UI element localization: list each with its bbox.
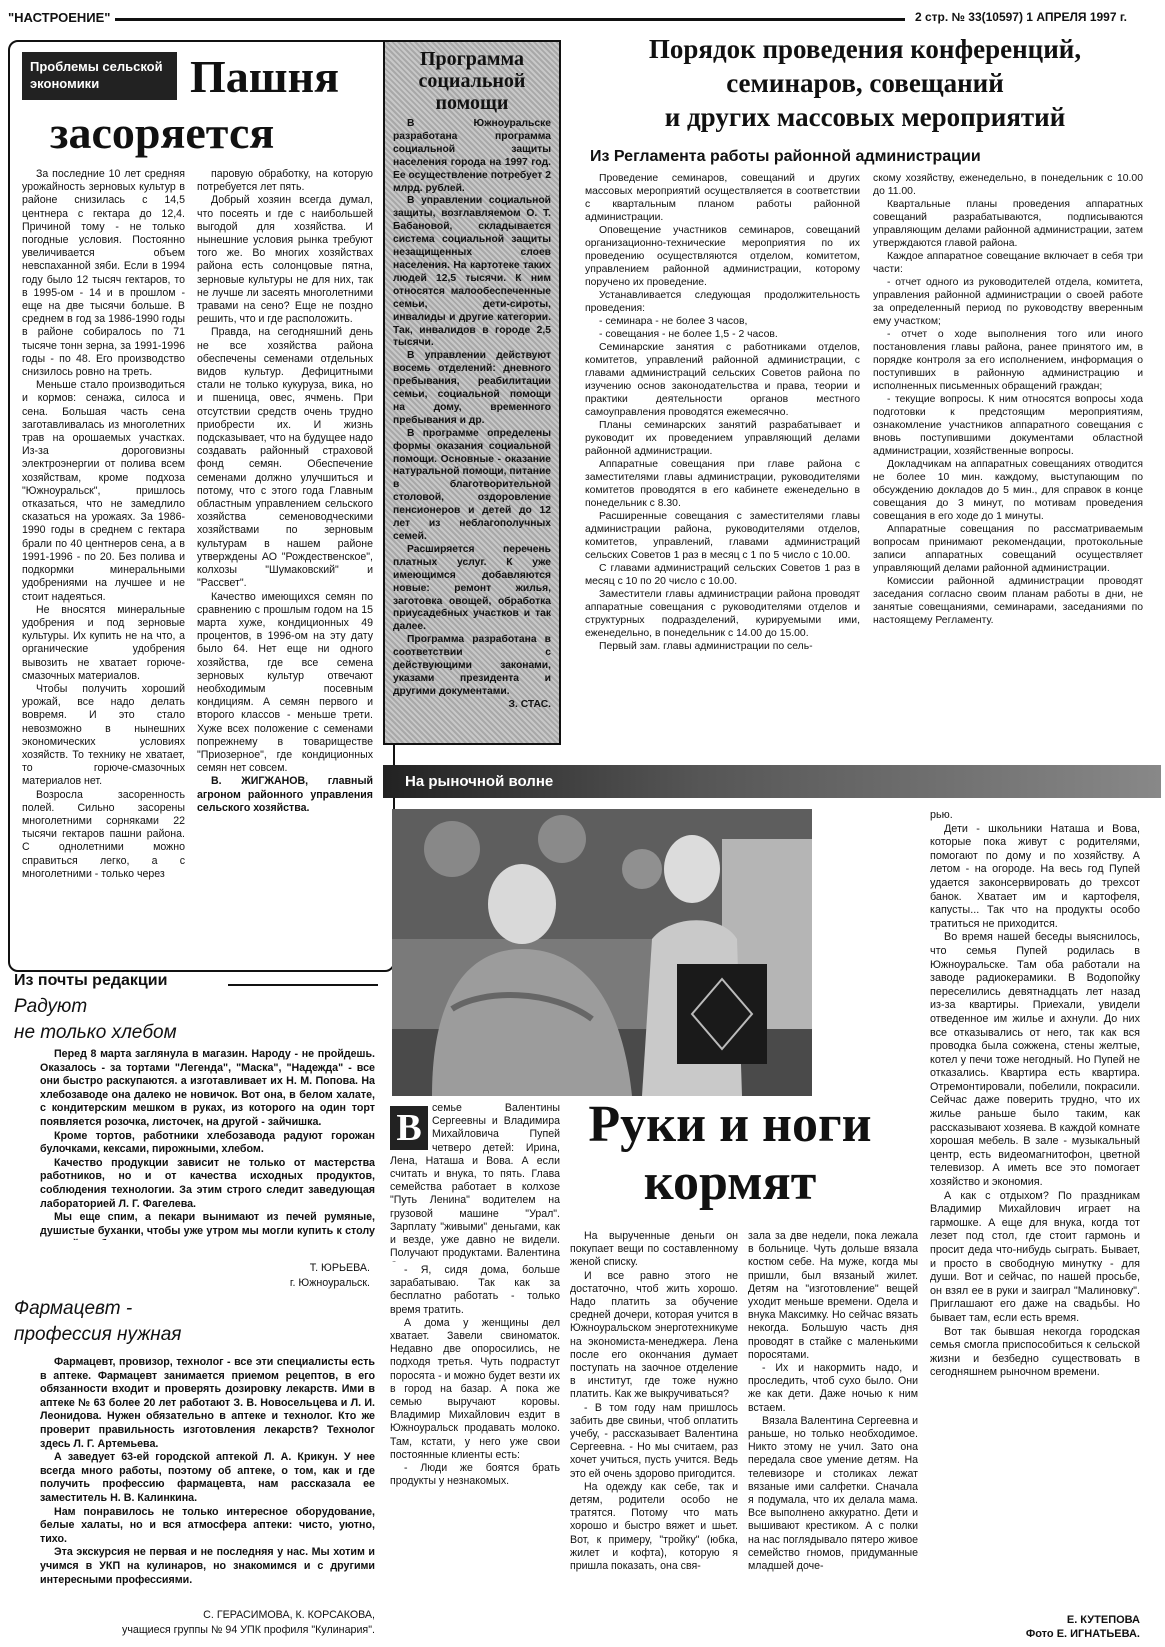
author-signature: Е. КУТЕПОВА [1066,1614,1140,1626]
paragraph: В программе определены формы оказания социальной помощи. Основные - оказание натуральной помощи, питание в благотворительной столовой, оздоровление пенсионеров и детей до 12 лет из неблагополучных семей. [393,427,551,542]
author-signature: В. ЖИГЖАНОВ, главный агроном районного управления сельского хозяйства. [197,775,373,814]
program-text [393,118,551,733]
paragraph: Каждое аппаратное совещание включает в себя три части: [873,251,1143,275]
story-column-b [570,1230,738,1642]
paragraph: Перед 8 марта заглянула в магазин. Народу - не пройдешь. Оказалось - за тортами "Легенда", "Маска", "Надежда" - все они быстро раскупаются. а изготавливает их Н. М. Попова. На хлебозаводе она далеко не новичок. Вот она, в белом халате, с кондитерским мешком в руках, из которого на один торт появляется розочка, листочек, на другой - зайчишка. [40,1048,375,1128]
story2-title-line2: профессия нужная [14,1324,182,1345]
paragraph: Вязала Валентина Сергеевна и раньше, но только необходимое. Никто этому не учил. Зато она передала свое умение детям. На телевизоре и столиках лежат вязаные ими салфетки. Сначала я подумала, что их делала мама. Все выполнено аккуратно. Дети и вышивают крестиком. А с полки на нас поглядывало пятеро живое семейство гномов, придуманные младшей доче- [748,1414,918,1573]
pashnya-column-2 [197,168,373,963]
paragraph: рью. [930,809,953,821]
story1-title-line1: Радуют [14,996,88,1017]
paragraph: скому хозяйству, еженедельно, в понедельник с 10.00 до 11.00. [873,173,1143,197]
paragraph: А как с отдыхом? По праздникам Владимир Михайлович играет на гармошке. А еще для внука, когда тот лезет под стол, где стоит гармонь и просит деда что-нибудь сыграть. Бывает, и просто в свободную минутку - для души. Вот и сейчас, по нашей просьбе, он взял ее в руки и заиграл "Малиновку". Приглашают его даже на свадьбы. Но бывает там, если есть время. [930,1189,1140,1324]
paragraph: Устанавливается следующая продолжительность проведения: [585,290,860,314]
section-rubric-strip [383,765,1161,798]
paragraph: зала за две недели, пока лежала в больнице. Чуть дольше вязала костюм себе. На муже, когда мы пришли, был вязаный жилет. Детям на "изготовление" вещей уходит меньше времени. Одела и внука Максимку. Но сейчас вязать некогда. Большую часть дня проводят в стайке с маленькими поросятами. [748,1230,918,1361]
paragraph: Меньше стало производиться и кормов: сенажа, силоса и сена. Большая часть сена заготавливалась из многолетних трав на орошаемых участках. Из-за дороговизны электроэнергии от полива всем хозяйствам, кроме подхоза "Южноуральск", пришлось отказаться, что не замедлило сказаться на урожаях. За 1986-1990 годы в среднем с гектара брали по 40 центнеров сена, а в 1991-1996 - по 20. Без полива и подкормки минеральными удобрениями на лучшее и не стоит надеяться. [22,379,185,603]
paragraph: Не вносятся минеральные удобрения и под зерновые культуры. Их купить не на что, а органические удобрения вывозить не хватает горюче-смазочных материалов. [22,603,185,682]
paragraph: Нам понравилось не только интересное оборудование, белые халаты, но и вся атмосфера аптеки: чисто, уютно, тихо. [40,1505,375,1545]
paragraph: - Люди же боятся брать продукты у незнакомых. [390,1462,560,1488]
procedure-title-line3: и других массовых мероприятий [664,102,1066,132]
paragraph: Кроме тортов, работники хлебозавода радуют горожан булочками, кексами, пирожными, хлебом. [40,1129,375,1156]
paragraph: - совещания - не более 1,5 - 2 часов. [599,329,778,340]
paragraph: В Южноуральске разработана программа социальной защиты населения города на 1997 год. Ее осуществление потребует 2 млрд. рублей. [393,118,551,194]
article-title-line1: Пашня [190,51,340,102]
rubric-label: Проблемы сельской экономики [22,52,177,100]
paragraph: Планы семинарских занятий разрабатывает и руководит их проведением управляющий делами районной администрации. [585,420,860,457]
pashnya-column-1 [22,168,185,963]
procedure-column-2 [873,172,1143,747]
paragraph: Фармацевт, провизор, технолог - все эти специалисты есть в аптеке. Фармацевт занимается приемом рецептов, в его обязанности входит и проверять дозировку лекарств. Ими в аптеке № 63 более 20 лет работают З. В. Новосельцева и Л. И. Леонидова. Нужен обязательно в аптеке и технолог. Кто же проверит правильность изготовления лекарств? Технолог здесь Л. Г. Артемьева. [40,1356,375,1450]
paragraph: А заведует 63-ей городской аптекой Л. А. Крикун. У нее всегда много работы, поэтому об аптеке, о том, как и где получить профессию фармацевта, нам рассказала ее заместитель Н. В. Калинкина. [40,1451,375,1504]
paragraph: В управлении действуют восемь отделений: дневного пребывания, реабилитации семьи, социальной помощи на дому, временного пребывания и др. [393,350,551,426]
paragraph: Расширенные совещания с заместителями главы администрации района, руководителями отделов, комитетов, управлений, главами администраций сельских Советов 1 раз в месяц с 1 по 5 число с 10.00. [585,511,860,561]
story-title-line1: Руки и ноги [588,1096,872,1153]
paragraph: Добрый хозяин всегда думал, что посеять и где с наибольшей выгодой для хозяйства. И нынешние условия рынка требуют того же. Во многих хозяйствах района есть солонцовые пятна, зерновые культуры не для них, так не лучше ли засеять многолетними травами на сено? Еще не поздно решить, что и где расположить. [197,194,373,326]
story2-text [40,1356,375,1606]
story-intro [390,1102,560,1262]
paragraph: Заместители главы администрации района проводят аппаратные совещания с руководителями отделов и структурных подразделений, курируемыми ими, еженедельно, в понедельник с 14.00 до 15.00. [585,589,860,639]
paragraph: - отчет о ходе выполнения того или иного постановления главы района, ранее принятого им, в порядке контроля за его исполнением, информация о поступивших в районную администрацию и исполненных письменных обращений граждан; [873,329,1143,392]
paragraph: С главами администраций сельских Советов 1 раз в месяц с 10 по 20 число с 10.00. [585,563,860,587]
paragraph: - текущие вопросы. К ним относятся вопросы хода подготовки к предстоящим мероприятиям, ознакомление участников аппаратного совещания с вновь поступившими документами областной администрации, хозяйственные вопросы. [873,394,1143,457]
drop-cap-spacer [390,1102,432,1146]
author-signature: З. СТАС. [508,698,551,710]
paragraph: - В том году нам пришлось забить две свиньи, чтоб оплатить учебу, - рассказывает Валентина Сергеевна. - Но мы считаем, раз хочет учиться, пусть учится. Ведь это ей очень здорово пригодится. [570,1401,738,1480]
family-photo [392,809,812,1096]
procedure-subtitle: Из Регламента работы районной администрации [590,148,981,165]
paragraph: Возросла засоренность полей. Сильно засорены многолетними сорняками 22 тысячи гектаров пашни района. С однолетними можно справиться легко, а с многолетними - только через [22,788,185,880]
paragraph: Качество продукции зависит не только от мастерства работников, но и от качества исходных продуктов, соблюдения технологии. За этим строго следит заведующая лабораторией Л. Г. Фагелева. [40,1156,375,1210]
story1-text [40,1048,375,1240]
paragraph: паровую обработку, на которую потребуется лет пять. [197,168,373,194]
paragraph: - Их и накормить надо, и проследить, чтоб сухо было. Они же как дети. Даже ночью к ним встаем. [748,1362,918,1414]
paragraph: За последние 10 лет средняя урожайность зерновых культур в районе снизилась с 14,5 центнера с гектара до 12,4. Причиной тому - не только погодные условия. Постоянно увеличивается объем невспаханной зяби. Если в 1994 году было 12 тысяч гектаров, то в 1995-ом - 14 и в прошлом - еще на две тысячи больше. В среднем в год за 1986-1990 годы в районе собиралось по 71 тысяче тонн зерна, за 1991-1996 годы - по 48. Его производство снизилось ровно на треть. [22,168,185,379]
paragraph: Квартальные планы проведения аппаратных совещаний разрабатываются, подписываются управляющим делами районной администрации, затем утверждаются главой района. [873,199,1143,249]
photo-illustration [392,809,812,1096]
paragraph: Комиссии районной администрации проводят заседания согласно своим планам работы в дни, не занятые совещаниями, семинарами, заседаниями по настоящему Регламенту. [873,576,1143,626]
paragraph: Расширяется перечень платных услуг. К уже имеющимся добавляются новые: ремонт жилья, заготовка овощей, обработка приусадебных участков и так далее. [393,543,551,633]
story-column-d [930,809,1140,1609]
paragraph: И все равно этого не достаточно, чтоб жить хорошо. Надо платить за обучение средней дочери, которая учится в Южноуральском энерготехникуме на экономиста-менеджера. Лена после его окончания думает поступать на заочное отделение в институт, где тоже нужно платить. Как же выкручиваться? [570,1269,738,1401]
section-rubric: На рыночной волне [405,773,554,790]
story2-title-line1: Фармацевт - [14,1298,133,1319]
procedure-title-line1: Порядок проведения конференций, [648,34,1082,64]
paragraph: На вырученные деньги он покупает вещи по составленному женой списку. [570,1230,738,1269]
article-title-line2: засоряется [50,107,275,158]
paragraph: Дети - школьники Наташа и Вова, которые пока живут с родителями, помогают по дому и по хозяйству. А летом - на огороде. На весь год Пупей удается законсервировать до трехсот банок. Хватает им и картофеля, капусты... Так что на продукты особо тратиться не приходится. [930,822,1140,930]
paragraph: Семинарские занятия с работниками отделов, комитетов, управлений районной администрации, с главами администраций сельских Советов района по изучению основ законодательства и права, теории и практики деятельности органов местного самоуправления проводятся ежемесячно. [585,342,860,418]
story1-title-line2: не только хлебом [14,1022,177,1043]
paragraph: Докладчикам на аппаратных совещаниях отводится не более 10 мин. каждому, выступающим по обсуждению докладов до 5 мин., для справок в конце совещания до 3 минут, по мотивам проведения совещания в его ходе до 1 минуты. [873,459,1143,522]
paragraph: Проведение семинаров, совещаний и других массовых мероприятий осуществляется в соответствии с квартальным планом работы районной администрации. [585,173,860,223]
paragraph: - семинара - не более 3 часов, [599,316,748,327]
paragraph: В управлении социальной защиты, возглавляемом О. Т. Бабановой, складывается система социальной защиты незащищенных слоев населения. На картотеке таких людей 12,5 тысячи. К ним относятся малообеспеченные семьи, дети-сироты, инвалиды и другие категории. Так, инвалидов в городе 2,5 тысячи. [393,195,551,349]
paragraph: Оповещение участников семинаров, совещаний организационно-технические мероприятия по их проведению осуществляются отделом, комитетом, управлением районной администрации, которому поручено их проведение. [585,225,860,288]
paragraph: Чтобы получить хороший урожай, все надо делать вовремя. И это стало невозможно в нынешних экономических условиях хозяйств. То технику не хватает, то горюче-смазочных материалов нет. [22,682,185,788]
story1-place: г. Южноуральск. [289,1277,370,1289]
paragraph: А дома у женщины дел хватает. Завели свиноматок. Недавно две опоросились, не подходя третья. Чуть подрастут поросята - и можно будет везти их в город на базар. А пока же семью выручают коровы. Владимир Михайлович ездит в Южноуральск продавать молоко. Там, кстати, у него уже свои постоянные клиенты есть: [390,1316,560,1461]
story2-signature: С. ГЕРАСИМОВА, К. КОРСАКОВА, [203,1609,375,1621]
story2-signature-details: учащиеся группы № 94 УПК профиля "Кулинария". [122,1624,375,1636]
story-column-a [390,1264,560,1642]
program-title: Программа социальной помощи [418,48,526,114]
paragraph: Аппаратные совещания по рассматриваемым вопросам принимают рекомендации, протокольные записи аппаратных совещаний осуществляет управляющий делами районной администрации. [873,524,1143,574]
paragraph: Первый зам. главы администрации по сель- [599,641,813,652]
story-title-line2: кормят [643,1154,817,1211]
photo-credit: Фото Е. ИГНАТЬЕВА. [1025,1628,1140,1640]
mail-heading-rule [228,984,378,986]
paragraph: - Я, сидя дома, больше зарабатываю. Так как за бесплатно работать - только время тратить. [390,1264,560,1316]
mail-heading: Из почты редакции [14,972,168,989]
newspaper-name: "НАСТРОЕНИЕ" [8,10,111,25]
paragraph: На одежду как себе, так и детям, родители особо не тратятся. Потому что мать хорошо и быстро вяжет и шьет. Вот, к примеру, "тройку" (юбка, жилет и кофта), которую я пришла показать, она свя- [570,1480,738,1573]
paragraph: Мы еще спим, а пекари вынимают из печей румяные, душистые буханки, чтобы уже утром мы могли купить к столу [40,1211,375,1237]
paragraph: Во время нашей беседы выяснилось, что семья Пупей родилась в Южноуральске. Там оба работали на заводе радиокерамики. В Водопойку переселились девятнадцать лет назад из-за квартиры. Приехали, увидели отведенное им жилье и ахнули. До них все отказывались от него, так как вся проводка была сожжена, стены желтые, котел у печи тоже негодный. Но Пупей не отказались. Квартира есть квартира. Отремонтировали, побелили, покрасили. Сейчас даже поверить трудно, что их жилье раньше было таким, как рассказывают хозяева. В каждой комнате хорошая мебель. В зале - музыкальный центр, есть видеомагнитофон, цветной телевизор. А иметь все это помогает хозяйство и экономия. [930,931,1140,1189]
paragraph: семье Валентины Сергеевны и Владимира Михайловича Пупей четверо детей: Ирина, Лена, Наташа и Вова. А если считать и внука, то пять. Глава семейства работает в колхозе "Путь Ленина" водителем на грузовой машине "Урал". Зарплату "живыми" деньгами, как и везде, уже давно не видели. Получают продуктами. Валентина [390,1102,560,1260]
procedure-title-line2: семинаров, совещаний [726,68,1004,98]
paragraph: Качество имеющихся семян по сравнению с прошлым годом на 15 марта хуже, кондиционных 49 процентов, в 1996-ом на эту дату было 64. Нет еще ни одного хозяйства, где все семена зерновых культур отвечают необходимым посевным кондициям. А семян первого и второго классов - меньше трети. Хуже всех положение с семенами попрежнему в товариществе "Приозерное", где кондиционных семян нет совсем. [197,590,373,775]
paragraph: - отчет одного из руководителей отдела, комитета, управления районной администрации о своей работе за определенный период по руководству вверенным ему участком; [873,277,1143,327]
paragraph: Программа разработана в соответствии с действующими законами, указами президента и другими документами. [393,634,551,697]
drop-cap: В [390,1106,428,1150]
story1-signature: Т. ЮРЬЕВА. [309,1262,370,1274]
paragraph: Правда, на сегодняшний день не все хозяйства района обеспечены семенами отдельных видов культур. Дефицитными стали не только кукуруза, вика, но и пшеница, овес, ячмень. При отсутствии средств очень трудно приобрести их. И жизнь подсказывает, что на будущее надо создавать районный страховой фонд семян. Обеспечение семенами должно улучшиться и потому, что с этого года Главным областным управлением сельского хозяйства семеноводческими хозяйствами по зерновым культурам в нашем районе утверждены АО "Рождественское", колхозы "Шумаковский" и "Рассвет". [197,326,373,590]
paragraph: Вот так бывшая некогда городская семья смогла приспособиться к сельской жизни и безбедно существовать в сегодняшнем рыночном времени. [930,1325,1140,1379]
header-rule [115,18,905,21]
issue-line: 2 стр. № 33(10597) 1 АПРЕЛЯ 1997 г. [915,10,1127,24]
procedure-column-1 [585,172,860,747]
paragraph: Аппаратные совещания при главе района с заместителями главы администрации, руководителями комитетов проводятся в его кабинете еженедельно в понедельник с 8.30. [585,459,860,509]
story-column-c [748,1230,918,1642]
paragraph: Эта экскурсия не первая и не последняя у нас. Мы хотим и учимся в УКП на кулинаров, но знакомимся и с другими интересными профессиями. [40,1546,375,1586]
